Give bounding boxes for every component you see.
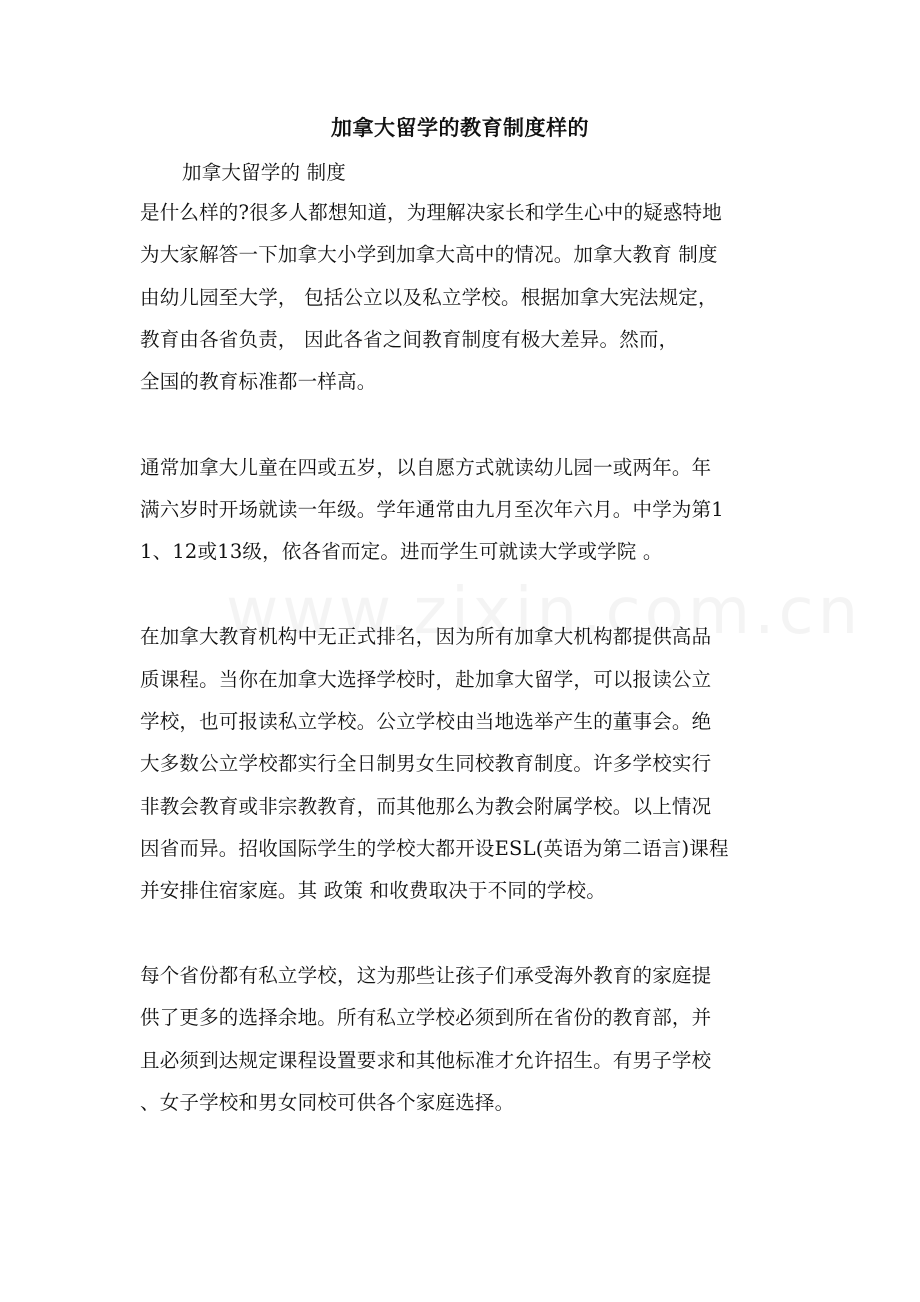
paragraph-line: 学校，也可报读私立学校。公立学校由当地选举产生的董事会。绝 xyxy=(140,710,712,733)
paragraph-line: 加拿大留学的 制度 xyxy=(182,161,346,184)
document-title: 加拿大留学的教育制度样的 xyxy=(331,116,589,140)
paragraph-line: 满六岁时开场就读一年级。学年通常由九月至次年六月。中学为第1 xyxy=(140,498,724,521)
paragraph-line: 通常加拿大儿童在四或五岁，以自愿方式就读幼儿园一或两年。年 xyxy=(140,456,712,479)
paragraph-line: 在加拿大教育机构中无正式排名，因为所有加拿大机构都提供高品 xyxy=(140,625,712,648)
paragraph-line: 全国的教育标准都一样高。 xyxy=(140,370,377,393)
paragraph-line: 、女子学校和男女同校可供各个家庭选择。 xyxy=(140,1091,515,1114)
paragraph-line: 因省而异。招收国际学生的学校大都开设ESL(英语为第二语言)课程 xyxy=(140,837,729,860)
paragraph-line: 供了更多的选择余地。所有私立学校必须到所在省份的教育部，并 xyxy=(140,1006,712,1029)
paragraph-line: 由幼儿园至大学， 包括公立以及私立学校。根据加拿大宪法规定， xyxy=(140,286,718,309)
paragraph-line: 教育由各省负责， 因此各省之间教育制度有极大差异。然而， xyxy=(140,328,679,351)
paragraph-line: 大多数公立学校都实行全日制男女生同校教育制度。许多学校实行 xyxy=(140,752,712,775)
paragraph-line: 为大家解答一下加拿大小学到加拿大高中的情况。加拿大教育 制度 xyxy=(140,243,718,266)
paragraph-line: 非教会教育或非宗教教育，而其他那么为教会附属学校。以上情况 xyxy=(140,795,712,818)
paragraph-line: 1、12或13级，依各省而定。进而学生可就读大学或学院 。 xyxy=(140,540,663,563)
paragraph-line: 是什么样的?很多人都想知道，为理解决家长和学生心中的疑惑特地 xyxy=(140,201,722,224)
paragraph-line: 每个省份都有私立学校，这为那些让孩子们承受海外教育的家庭提 xyxy=(140,964,712,987)
paragraph-line: 质课程。当你在加拿大选择学校时，赴加拿大留学，可以报读公立 xyxy=(140,668,712,691)
paragraph-line: 并安排住宿家庭。其 政策 和收费取决于不同的学校。 xyxy=(140,879,606,902)
paragraph-line: 且必须到达规定课程设置要求和其他标准才允许招生。有男子学校 xyxy=(140,1049,712,1072)
